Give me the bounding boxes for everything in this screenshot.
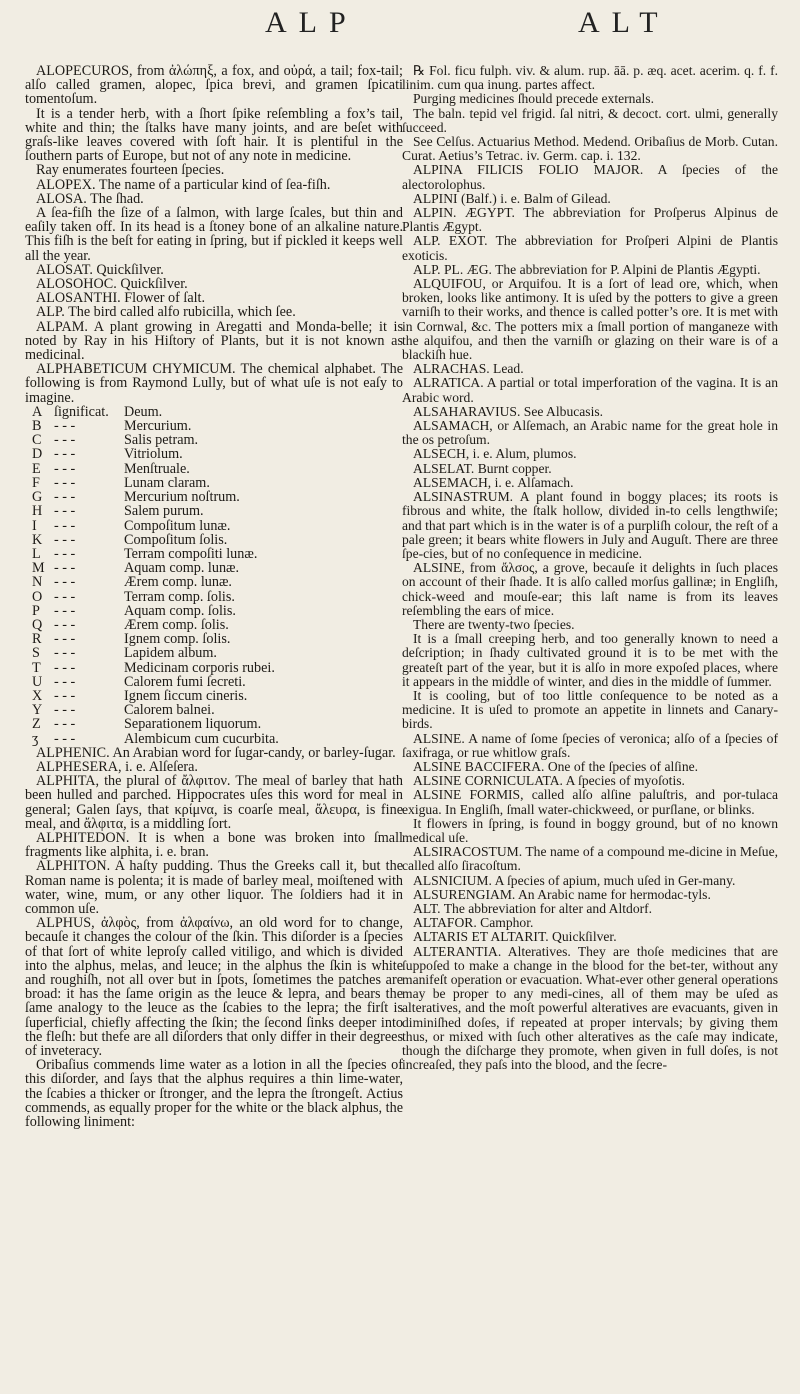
entry-alosanthi: ALOSANTHI. Flower of ſalt.: [36, 290, 206, 307]
entry-alpam: ALPAM. A plant growing in Aregatti and Monda-belle; it is noted by Ray in his Hiſtory of Plants, but it is not known as medicinal.: [25, 318, 403, 364]
table-row: T - - - Medicinam corporis rubei.: [32, 659, 275, 676]
table-row: P - - - Aquam comp. ſolis.: [32, 602, 236, 619]
table-row: S - - - Lapidem album.: [32, 645, 217, 662]
entry-cooling: It is cooling, but of too little conſequence to be noted as a medicine. It is uſed to promote an appetite in linnets and Canary-birds.: [402, 687, 778, 732]
entry-alsurengiam: ALSURENGIAM. An Arabic name for hermodac-tyls.: [413, 886, 711, 902]
table-row: E - - - Menſtruale.: [32, 460, 190, 477]
entry-twenty-two: There are twenty-two ſpecies.: [413, 616, 575, 632]
table-row: A ſignificat. Deum.: [32, 403, 163, 420]
entry-alphiton: ALPHITON. A haſty pudding. Thus the Greeks call it, but the Roman name is polenta; it is made of barley meal, moiſtened with water, wine, mum, or any other liquor. The ſoldiers had it in common uſe.: [25, 858, 403, 917]
table-row: ʒ - - - Alembicum cum cucurbita.: [32, 730, 279, 747]
entry-alsnicium: ALSNICIUM. A ſpecies of apium, much uſed in Ger-many.: [413, 872, 736, 888]
entry-alp: ALP. The bird called alfo rubicilla, which ſee.: [36, 304, 296, 321]
entry-alterantia: ALTERANTIA. Alteratives. They are thoſe medicines that are ſuppoſed to make a change in the blood for the bet-ter, without any manifeſt operation or evacuation. What-ever other general operations may be proper to any medi-cines, all of them may be uſed as alteratives, and the moſt powerful alteratives are evacuants, given in diminiſhed doſes, if repeated at proper intervals; by giving them thus, or mixed with ſuch other alteratives as the caſe may indicate, though the diſcharge they promote, when given in full doſes, is not increaſed, they paſs into the blood, and the ſecre-: [402, 943, 778, 1073]
entry-altaris: ALTARIS ET ALTARIT. Quickſilver.: [413, 929, 617, 945]
entry-alselat: ALSELAT. Burnt copper.: [413, 460, 552, 476]
right-column: [402, 64, 778, 1384]
entry-alpini: ALPINI (Balf.) i. e. Balm of Gilead.: [413, 190, 611, 206]
entry-alp-exot: ALP. EXOT. The abbreviation for Proſperi Alpini de Plantis exoticis.: [402, 233, 778, 263]
table-row: D - - - Vitriolum.: [32, 446, 183, 463]
entry-alphabeticum: ALPHABETICUM CHYMICUM. The chemical alphabet. The following is from Raymond Lully, but of what uſe is not eaſy to imagine.: [25, 361, 403, 406]
entry-alsaharavius: ALSAHARAVIUS. See Albucasis.: [413, 403, 604, 419]
entry-alphus: ALPHUS, ἀλφὸς, from ἀλφαίνω, an old word for to change, becauſe it changes the colour of the ſkin. This diſorder is a ſpecies of that ſort of white leproſy called vitiligo, and which is divided into the alphus, melas, and leuce; in the alphus the ſkin is white and roughiſh, not all over but in ſpots, ſometimes the patches are broad: it has the ſame origin as the leuce & lepra, and bears the ſame analogy to the leuce as the ſcabies to the lepra; the firſt is ſuperficial, chiefly affecting the ſkin; the ſecond ſinks deeper into the fleſh: but thefe are all diſorders that only differ in their degrees of inveteracy.: [25, 915, 403, 1060]
table-row: Q - - - Ærem comp. ſolis.: [32, 616, 229, 633]
entry-alsiracostum: ALSIRACOSTUM. The name of a compound me-dicine in Meſue, called alſo ſiracoſtum.: [402, 844, 778, 874]
entry-creeping: It is a ſmall creeping herb, and too generally known to need a deſcription; in ſhady cultivated ground it is to be met with the greateſt part of the year, but it is alſo in more expoſed places, where it appears in the middle of winter, and dies in the middle of ſummer.: [402, 631, 778, 689]
table-row: O - - - Terram comp. ſolis.: [32, 588, 235, 605]
entry-alphesera: ALPHESERA, i. e. Alſeſera.: [36, 758, 198, 775]
entry-alosat: ALOSAT. Quickſilver.: [36, 261, 164, 278]
table-row: N - - - Ærem comp. lunæ.: [32, 574, 232, 591]
entry-alrachas: ALRACHAS. Lead.: [413, 361, 524, 377]
table-row: U - - - Calorem fumi ſecreti.: [32, 673, 246, 690]
entry-alsech: ALSECH, i. e. Alum, plumos.: [413, 446, 577, 462]
entry-oribasius: Oribaſius commends lime water as a lotion in all the ſpecies of this diſorder, and ſays that the alphus requires a thin lime-water, the ſcabies a thicker or ſtronger, and the lepra the ſtrongeſt. Actius commends, as equally proper for the white or the black alphus, the following liniment:: [25, 1057, 403, 1131]
entry-alsine-baccifera: ALSINE BACCIFERA. One of the ſpecies of alſine.: [413, 758, 699, 774]
entry-alosa-desc: A ſea-fiſh the ſize of a ſalmon, with large ſcales, but thin and eaſily taken off. In its head is a ſtoney bone of an alkaline nature. This fiſh is the beſt for eating in ſpring, but if pickled it keeps well all the year.: [25, 205, 403, 264]
entry-alsinastrum: ALSINASTRUM. A plant found in boggy places; its roots is fibrous and white, the ſtalk hollow, divided in-to cells lengthwiſe; and that part which is in the water is of a purpliſh colour, the reſt of a pale green; it bears white flowers in July and Auguſt. There are three ſpe-cies, but of no conſequence in medicine.: [402, 489, 778, 561]
entry-alphitedon: ALPHITEDON. It is when a bone was broken into ſmall fragments like alphita, i. e. bran.: [25, 829, 403, 861]
entry-alquifou: ALQUIFOU, or Arquifou. It is a ſort of lead ore, which, when broken, looks like antimony. It is uſed by the potters to give a green varniſh to their works, and thence is called potter’s ore. It is met with in Cornwal, &c. The potters mix a ſmall portion of manganeze with the alquifou, and then the varniſh or glazing on their ware is of a blackiſh hue.: [402, 276, 778, 363]
table-row: C - - - Salis petram.: [32, 432, 199, 449]
chemical-alphabet-table: [32, 405, 279, 746]
table-row: M - - - Aquam comp. lunæ.: [32, 560, 240, 577]
table-row: Y - - - Calorem balnei.: [32, 702, 215, 719]
table-row: I - - - Compoſitum lunæ.: [32, 517, 231, 534]
entry-purging: Purging medicines ſhould precede externals.: [413, 91, 654, 107]
entry-alopecuros: ALOPECUROS, from ἀλώπηξ, a fox, and οὐρά, a tail; fox-tail; alſo called gramen, alopec, ſpica brevi, and gramen ſpicati tomentoſum.: [25, 64, 403, 108]
entry-alt: ALT. The abbreviation for alter and Altdorf.: [413, 900, 653, 916]
entry-alosohoc: ALOSOHOC. Quickſilver.: [36, 276, 188, 293]
entry-alsine-formis: ALSINE FORMIS, called alſo alſine paluſtris, and por-tulaca exigua. In Engliſh, ſmall water-chickweed, or purſlane, or blinks.: [402, 787, 778, 817]
table-row: X - - - Ignem ſiccum cineris.: [32, 687, 248, 704]
entry-alratica: ALRATICA. A partial or total imperforation of the vagina. It is an Arabic word.: [402, 375, 778, 405]
entry-recipe: ℞ Fol. ficu fulph. viv. & alum. rup. āā. p. æq. acet. acerim. q. f. f. linim. cum qua inung. partes affect.: [402, 64, 778, 93]
table-row: G - - - Mercurium noſtrum.: [32, 489, 240, 506]
entry-flowers-spring: It flowers in ſpring, is found in boggy ground, but of no known medical uſe.: [402, 815, 778, 845]
entry-alosa: ALOSA. The ſhad.: [36, 190, 144, 207]
table-row: Z - - - Separationem liquorum.: [32, 716, 262, 733]
table-row: K - - - Compoſitum ſolis.: [32, 531, 228, 548]
entry-alsine-veronica: ALSINE. A name of ſome ſpecies of veronica; alſo of a ſpecies of ſaxifraga, or rue whitlow graſs.: [402, 730, 778, 760]
table-row: F - - - Lunam claram.: [32, 474, 210, 491]
left-column: [25, 64, 403, 1384]
entry-alsine: ALSINE, from ἄλσος, a grove, becauſe it delights in ſuch places on account of their ſhade. It is alſo called morſus gallinæ; in Engliſh, chick-weed and mouſe-ear; this laſt name is from its leaves reſembling the ears of mice.: [402, 560, 778, 618]
entry-ray: Ray enumerates fourteen ſpecies.: [36, 162, 225, 179]
header-right: ALT: [578, 6, 670, 39]
entry-alopex: ALOPEX. The name of a particular kind of ſea-fiſh.: [36, 176, 331, 193]
entry-alp-pl-aeg: ALP. PL. ÆG. The abbreviation for P. Alpini de Plantis Ægypti.: [413, 261, 761, 277]
entry-alphita: ALPHITA, the plural of ἄλφιτον. The meal of barley that hath been hulled and parched. Hippocrates uſes this word for meal in general; Galen ſays, that κρίμνα, is coarſe meal, ἄλευρα, is fine meal, and ἄλφιτα, is a middling ſort.: [25, 773, 403, 832]
entry-alpina: ALPINA FILICIS FOLIO MAJOR. A ſpecies of the alectorolophus.: [402, 162, 778, 192]
entry-alopecuros-desc: It is a tender herb, with a ſhort ſpike reſembling a fox’s tail, white and thin; the ſtalks have many joints, and are beſet with graſs-like leaves covered with ſoft hair. It is plentiful in the ſouthern parts of Europe, but not of any note in medicine.: [25, 105, 403, 165]
entry-baln: The baln. tepid vel frigid. ſal nitri, & decoct. cort. ulmi, generally ſucceed.: [402, 105, 778, 135]
entry-alpin-aegypt: ALPIN. ÆGYPT. The abbreviation for Proſperus Alpinus de Plantis Ægypt.: [402, 205, 778, 235]
table-row: R - - - Ignem comp. ſolis.: [32, 631, 231, 648]
table-row: H - - - Salem purum.: [32, 503, 204, 520]
entry-see-celsus: See Celſus. Actuarius Method. Medend. Oribaſius de Morb. Cutan. Curat. Aetius’s Tetrac. iv. Germ. cap. i. 132.: [402, 134, 778, 164]
entry-alsemach: ALSEMACH, i. e. Alſamach.: [413, 474, 574, 490]
entry-alphenic: ALPHENIC. An Arabian word for ſugar-candy, or barley-ſugar.: [36, 744, 396, 761]
table-row: B - - - Mercurium.: [32, 418, 192, 435]
entry-alsine-corniculata: ALSINE CORNICULATA. A ſpecies of myoſotis.: [413, 773, 685, 789]
table-row: L - - - Terram compoſiti lunæ.: [32, 545, 258, 562]
header-left: ALP: [265, 6, 358, 39]
entry-altafor: ALTAFOR. Camphor.: [413, 915, 534, 931]
running-header: [0, 6, 800, 58]
entry-alsamach: ALSAMACH, or Alſemach, an Arabic name for the great hole in the os petroſum.: [402, 418, 778, 448]
